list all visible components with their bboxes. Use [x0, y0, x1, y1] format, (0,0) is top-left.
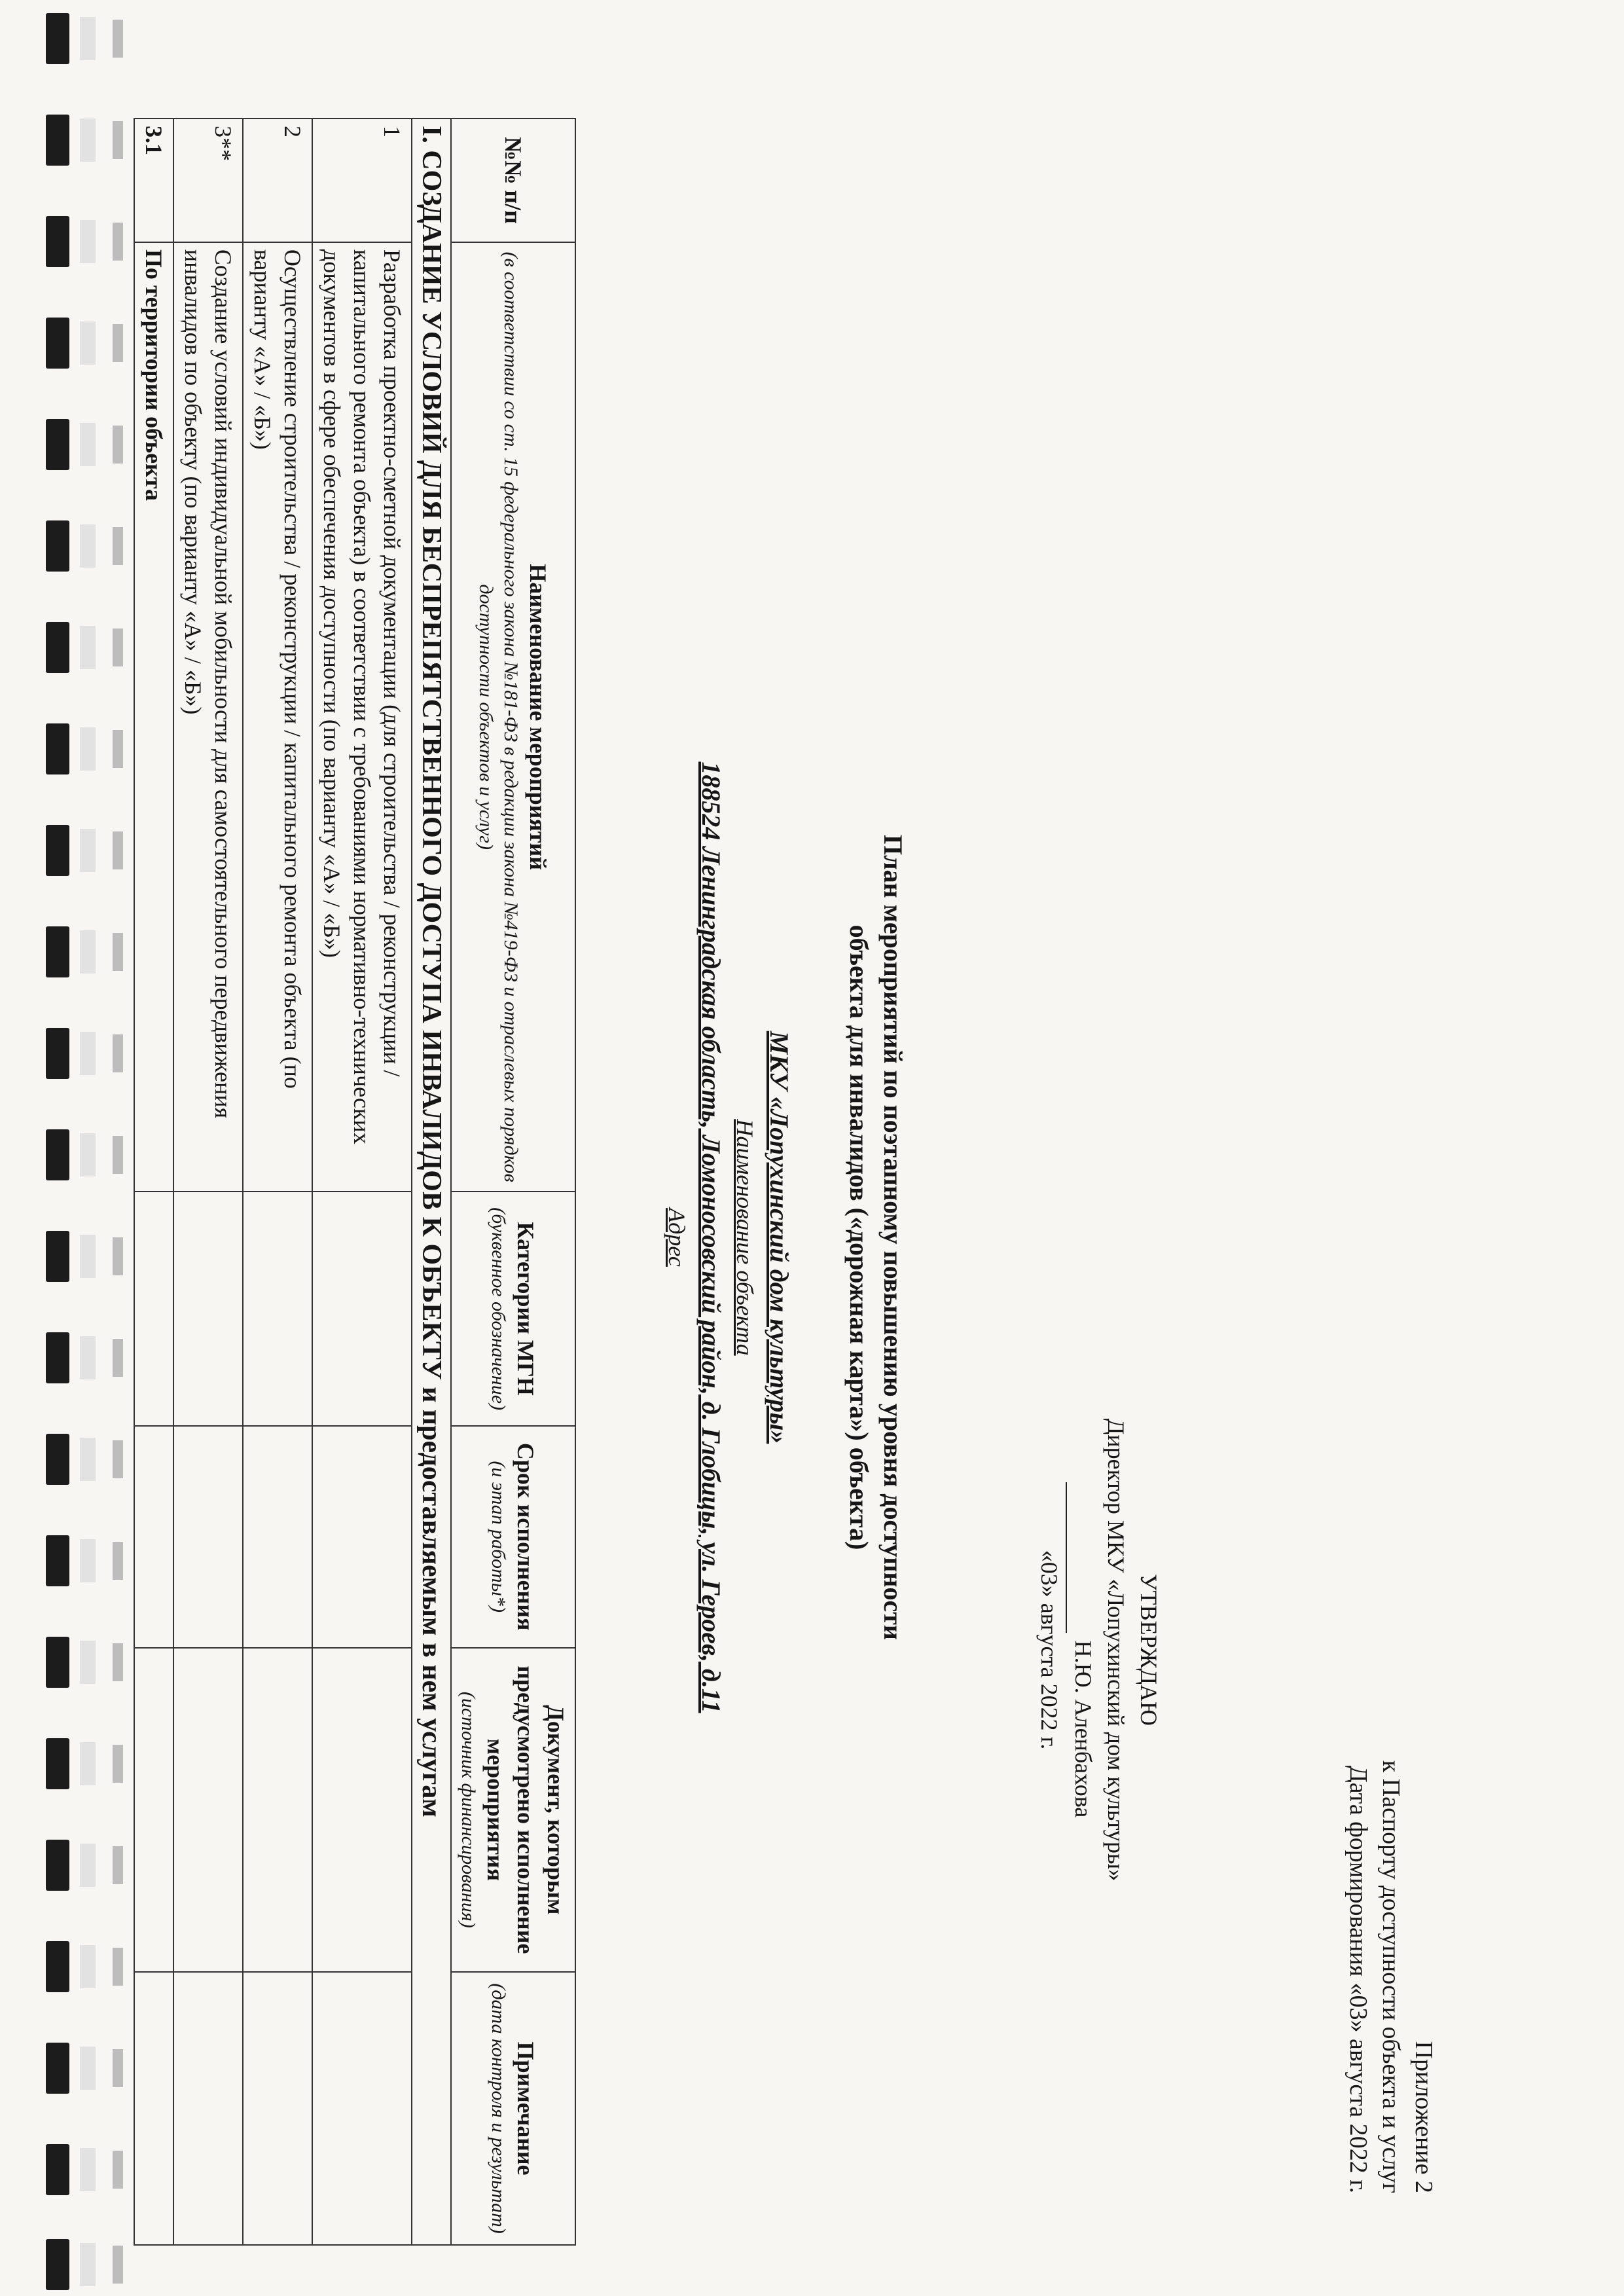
binding-hole: [46, 216, 69, 267]
row-num: 2: [243, 118, 312, 242]
section-row: [412, 118, 451, 2245]
binding-hole: [46, 1231, 69, 1282]
row-category: [312, 1192, 412, 1426]
table-row: [243, 118, 312, 2245]
title-line: объекта для инвалидов («дорожная карта») объекта): [844, 924, 874, 1550]
object-address: 188524 Ленинградская область, Ломоносовский район, д. Глобицы, ул. Героев, д.11: [696, 761, 726, 1713]
title-line: План мероприятий по поэтапному повышению уровня доступности: [878, 835, 908, 1640]
header-category: Категории МГН (буквенное обозначение): [451, 1192, 575, 1426]
row-name: Разработка проектно-сметной документации (для строительства / реконструкции / капитального ремонта объекта) в соответствии с требованиями нормативно-технических документов в сфере обеспечения доступности (по варианту «А» / «Б»): [312, 242, 412, 1192]
binding-hole: [46, 1840, 69, 1891]
binding-hole: [46, 2144, 69, 2195]
object-address-caption: Адрес: [664, 1208, 690, 1267]
header-name: Наименование мероприятий (в соответствии со ст. 15 федерального закона №181-ФЗ в редакции закона №419-ФЗ и отраслевых порядков доступности объектов и услуг): [451, 242, 575, 1192]
table-row: [173, 118, 243, 2245]
row-term: [243, 1426, 312, 1648]
row-term: [173, 1426, 243, 1648]
row-num: 3**: [173, 118, 243, 242]
measures-table: [134, 118, 576, 2246]
row-name: Создание условий индивидуальной мобильности для самостоятельного передвижения инвалидов по объекту (по варианту «А» / «Б»): [173, 242, 243, 1192]
binding-hole: [46, 1028, 69, 1079]
binding-hole: [46, 723, 69, 774]
row-category: [134, 1192, 173, 1426]
appendix-line: к Паспорту доступности объекта и услуг: [1377, 1760, 1405, 2193]
header-document-sub: (источник финансирования): [458, 1691, 479, 1928]
appendix-note: [1342, 1760, 1440, 2193]
binding-hole: [46, 1434, 69, 1485]
approval-date: «03» августа 2022 г.: [1036, 1550, 1062, 1750]
approval-signer: Н.Ю. Аленбахова: [1070, 1640, 1096, 1818]
appendix-line: Дата формирования «03» августа 2022 г.: [1344, 1765, 1372, 2193]
row-document: [134, 1648, 173, 1973]
row-name: Осуществление строительства / реконструкции / капитального ремонта объекта (по варианту «А» / «Б»): [243, 242, 312, 1192]
row-note: [243, 1972, 312, 2245]
binding-hole: [46, 1332, 69, 1383]
binding-hole: [46, 13, 69, 64]
header-term: Срок исполнения (и этап работы*): [451, 1426, 575, 1648]
signature-blank: [1066, 1482, 1100, 1633]
table-row: [312, 118, 412, 2245]
section-title: I. СОЗДАНИЕ УСЛОВИЙ ДЛЯ БЕСПРЕПЯТСТВЕННОГО ДОСТУПА ИНВАЛИДОВ К ОБЪЕКТУ и предоставляемым в нем услугам: [412, 118, 451, 2245]
document-page: [141, 79, 1571, 2252]
binding-hole: [46, 115, 69, 166]
row-note: [134, 1972, 173, 2245]
approval-position: Директор МКУ «Лопухинский дом культуры»: [1103, 1418, 1129, 1882]
header-note: Примечание (дата контроля и результат): [451, 1972, 575, 2245]
row-category: [243, 1192, 312, 1426]
table-header-row: [451, 118, 575, 2245]
row-note: [312, 1972, 412, 2245]
binding-hole: [46, 1738, 69, 1789]
binding-hole: [46, 1637, 69, 1688]
binding-hole: [46, 825, 69, 876]
row-document: [173, 1648, 243, 1973]
row-num: 1: [312, 118, 412, 242]
header-name-sub: (в соответствии со ст. 15 федерального закона №181-ФЗ в редакции закона №419-ФЗ и отраслевых порядков доступности объектов и услуг): [475, 251, 522, 1182]
binding-hole: [46, 1941, 69, 1992]
header-category-sub: (буквенное обозначение): [488, 1207, 509, 1411]
binding-hole: [46, 622, 69, 673]
row-document: [243, 1648, 312, 1973]
header-document: Документ, которым предусмотрено исполнение мероприятия (источник финансирования): [451, 1648, 575, 1973]
row-category: [173, 1192, 243, 1426]
approval-signature-line: [1066, 1381, 1100, 1918]
table-row: [134, 118, 173, 2245]
binding-hole: [46, 926, 69, 977]
object-name: МКУ «Лопухинский дом культуры»: [765, 1030, 794, 1444]
approval-heading: УТВЕРЖДАЮ: [1136, 1573, 1162, 1726]
binding-hole: [46, 318, 69, 369]
header-num: №№ п/п: [451, 118, 575, 242]
binding-hole: [46, 2239, 69, 2290]
row-num: 3.1: [134, 118, 173, 242]
approval-block: [1033, 1381, 1165, 1918]
object-name-caption: Наименование объекта: [732, 1119, 758, 1356]
appendix-line: Приложение 2: [1410, 2041, 1437, 2193]
header-term-sub: (и этап работы*): [488, 1461, 509, 1613]
plan-title: [660, 681, 910, 1794]
row-name: По территории объекта: [134, 242, 173, 1192]
spiral-binding: [0, 0, 151, 2296]
binding-hole: [46, 419, 69, 470]
binding-hole: [46, 1129, 69, 1180]
binding-hole: [46, 2043, 69, 2094]
row-term: [312, 1426, 412, 1648]
row-document: [312, 1648, 412, 1973]
binding-hole: [46, 520, 69, 572]
binding-hole: [46, 1535, 69, 1586]
row-term: [134, 1426, 173, 1648]
row-note: [173, 1972, 243, 2245]
header-note-sub: (дата контроля и результат): [488, 1983, 509, 2234]
